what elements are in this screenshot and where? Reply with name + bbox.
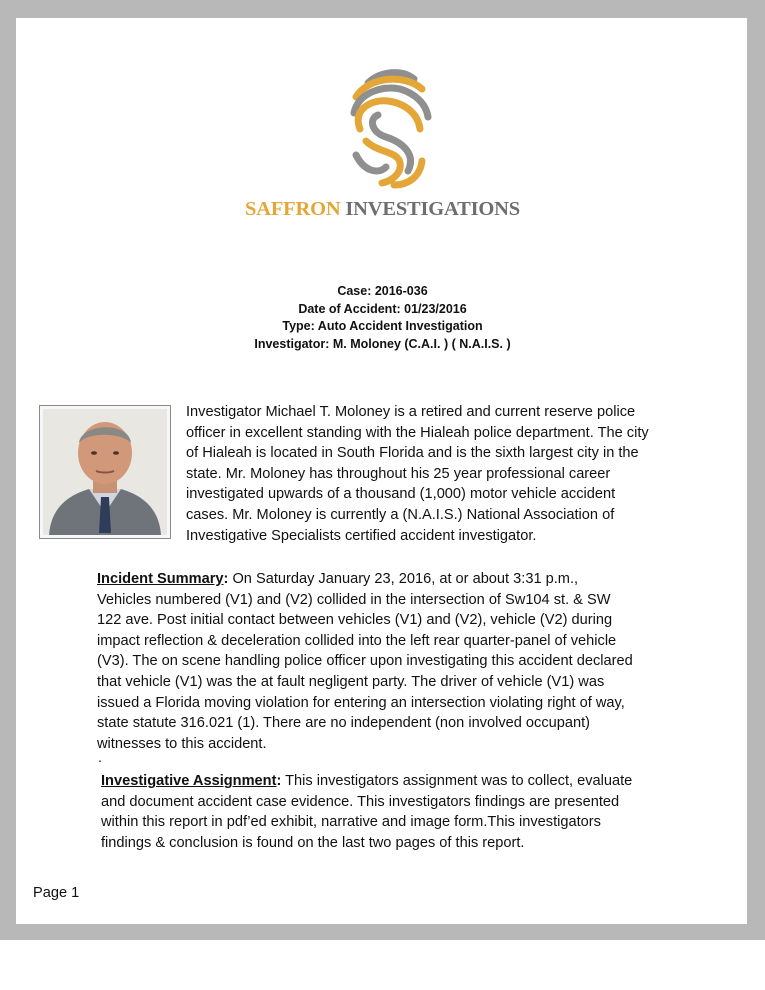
incident-line: impact reflection & deceleration collided into the left rear quarter-panel of vehicle	[97, 632, 617, 649]
investigator-bio	[186, 402, 734, 546]
separator-dot: .	[98, 749, 102, 765]
incident-line: (V3). The on scene handling police officer upon investigating this accident declared	[97, 653, 633, 670]
assignment-line: within this report in pdf’ed exhibit, narrative and image form.This investigators	[101, 814, 601, 831]
fingerprint-logo-icon	[338, 55, 438, 195]
investigative-assignment	[101, 771, 741, 853]
bio-line: cases. Mr. Moloney is currently a (N.A.I.S.) National Association of	[186, 506, 615, 523]
incident-line: Vehicles numbered (V1) and (V2) collided in the intersection of Sw104 st. & SW	[97, 591, 611, 608]
incident-line: 122 ave. Post initial contact between vehicles (V1) and (V2), vehicle (V2) during	[97, 612, 613, 629]
bio-line: state. Mr. Moloney has throughout his 25 year professional career	[186, 465, 611, 482]
assignment-first-line	[101, 771, 741, 792]
brand-word-investigations: INVESTIGATIONS	[345, 198, 520, 220]
incident-heading-colon: :	[223, 571, 229, 587]
accident-date: Date of Accident: 01/23/2016	[298, 301, 467, 316]
case-number: Case: 2016-036	[337, 284, 428, 298]
assignment-first-line-text: This investigators assignment was to collect, evaluate	[281, 773, 633, 789]
case-info	[0, 283, 765, 353]
incident-line: state statute 316.021 (1). There are no independent (non involved occupant)	[97, 715, 591, 732]
case-type: Type: Auto Accident Investigation	[282, 319, 483, 333]
incident-summary-heading: Incident Summary	[97, 571, 224, 587]
assignment-line: findings & conclusion is found on the last two pages of this report.	[101, 834, 525, 851]
bio-line: investigated upwards of a thousand (1,000) motor vehicle accident	[186, 486, 616, 503]
bio-line: Investigator Michael T. Moloney is a retired and current reserve police	[186, 404, 636, 420]
incident-line: witnesses to this accident.	[97, 735, 267, 752]
assignment-line: and document accident case evidence. This investigators findings are presented	[101, 793, 620, 810]
bio-line: officer in excellent standing with the Hialeah police department. The city	[186, 424, 649, 441]
incident-first-line-text: On Saturday January 23, 2016, at or about 3:31 p.m.,	[228, 571, 579, 587]
page-number: Page 1	[33, 885, 80, 901]
incident-first-line	[97, 569, 737, 590]
incident-summary	[97, 569, 737, 754]
incident-line: that vehicle (V1) was the at fault negligent party. The driver of vehicle (V1) was	[97, 673, 605, 690]
investigator-name: Investigator: M. Moloney (C.A.I. ) ( N.A.I.S. )	[254, 336, 511, 351]
bio-line: of Hialeah is located in South Florida and is the sixth largest city in the	[186, 445, 639, 462]
assignment-heading-colon: :	[276, 773, 282, 789]
bio-line: Investigative Specialists certified accident investigator.	[186, 527, 537, 544]
brand-word-saffron: SAFFRON	[245, 198, 341, 220]
portrait-image-icon	[43, 409, 167, 535]
brand-name	[0, 198, 765, 221]
incident-line: issued a Florida moving violation for entering an intersection violating right of way,	[97, 694, 625, 711]
investigator-photo	[39, 405, 171, 539]
assignment-heading: Investigative Assignment	[101, 773, 277, 789]
